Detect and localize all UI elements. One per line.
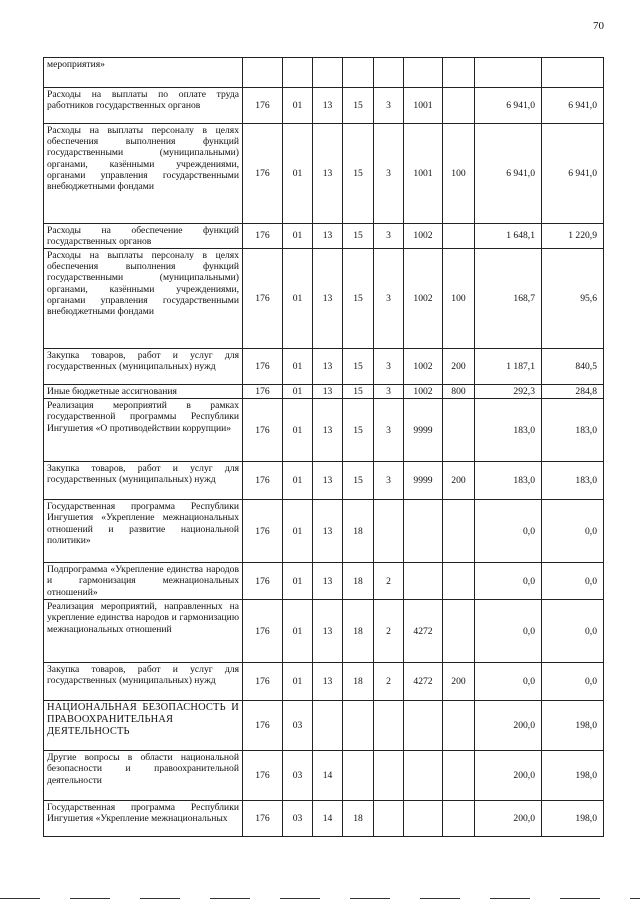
table-row [44, 801, 604, 837]
table-row [44, 462, 604, 500]
cell-ved-code: 176 [243, 399, 283, 462]
cell-subsection-code: 13 [313, 663, 343, 701]
cell-section-code: 01 [283, 600, 313, 663]
cell-expense-type-code [443, 88, 475, 124]
cell-direction-code [404, 751, 443, 801]
cell-subprogram-code: 2 [374, 600, 404, 663]
cell-amount-planned: 6 941,0 [475, 88, 542, 124]
cell-amount-planned: 183,0 [475, 462, 542, 500]
cell-direction-code: 9999 [404, 399, 443, 462]
cell-subprogram-code: 3 [374, 462, 404, 500]
cell-expense-name: Подпрограмма «Укрепление единства народов и гармонизация межнациональных отношений» [44, 563, 243, 600]
cell-direction-code [404, 58, 443, 88]
table-row [44, 58, 604, 88]
cell-ved-code: 176 [243, 600, 283, 663]
cell-section-code: 01 [283, 462, 313, 500]
cell-ved-code: 176 [243, 701, 283, 751]
table-row [44, 751, 604, 801]
cell-expense-type-code [443, 600, 475, 663]
cell-program-code [343, 58, 374, 88]
cell-expense-name: Расходы на обеспечение функций государственных органов [44, 224, 243, 249]
table-row [44, 701, 604, 751]
cell-expense-name: Реализация мероприятий, направленных на укрепление единства народов и гармонизацию межнациональных отношений [44, 600, 243, 663]
cell-direction-code: 1001 [404, 88, 443, 124]
cell-amount-planned: 292,3 [475, 385, 542, 399]
cell-amount-executed: 0,0 [542, 563, 604, 600]
cell-program-code: 18 [343, 500, 374, 563]
cell-amount-planned [475, 58, 542, 88]
cell-amount-executed: 198,0 [542, 701, 604, 751]
cell-amount-executed: 183,0 [542, 462, 604, 500]
table-row [44, 600, 604, 663]
cell-program-code [343, 751, 374, 801]
cell-section-code: 01 [283, 224, 313, 249]
cell-amount-planned: 1 187,1 [475, 349, 542, 385]
cell-expense-type-code: 800 [443, 385, 475, 399]
cell-subprogram-code [374, 751, 404, 801]
cell-amount-executed: 198,0 [542, 801, 604, 837]
cell-expense-name: Закупка товаров, работ и услуг для государственных (муниципальных) нужд [44, 462, 243, 500]
cell-section-code: 01 [283, 663, 313, 701]
cell-expense-name: Закупка товаров, работ и услуг для государственных (муниципальных) нужд [44, 663, 243, 701]
cell-expense-name: Расходы на выплаты персоналу в целях обеспечения выполнения функций государственными (муниципальными) органами, казёнными учреждениями, органами управления государственными внебюджетными фондами [44, 124, 243, 224]
cell-direction-code: 1002 [404, 349, 443, 385]
cell-amount-executed: 6 941,0 [542, 88, 604, 124]
cell-ved-code: 176 [243, 385, 283, 399]
cell-direction-code [404, 500, 443, 563]
table-row [44, 349, 604, 385]
cell-expense-name: НАЦИОНАЛЬНАЯ БЕЗОПАСНОСТЬ И ПРАВООХРАНИТЕЛЬНАЯ ДЕЯТЕЛЬНОСТЬ [44, 701, 243, 751]
cell-section-code: 01 [283, 249, 313, 349]
cell-amount-executed: 284,8 [542, 385, 604, 399]
cell-subprogram-code: 3 [374, 124, 404, 224]
cell-direction-code [404, 563, 443, 600]
table-row [44, 124, 604, 224]
table-row [44, 663, 604, 701]
cell-expense-name: Другие вопросы в области национальной безопасности и правоохранительной деятельности [44, 751, 243, 801]
cell-program-code: 15 [343, 399, 374, 462]
cell-subsection-code: 13 [313, 500, 343, 563]
table-row [44, 399, 604, 462]
cell-amount-executed: 0,0 [542, 500, 604, 563]
cell-ved-code: 176 [243, 462, 283, 500]
cell-subsection-code: 13 [313, 385, 343, 399]
cell-subsection-code: 14 [313, 801, 343, 837]
cell-section-code: 01 [283, 563, 313, 600]
cell-section-code: 03 [283, 701, 313, 751]
budget-table [43, 57, 604, 837]
cell-amount-executed: 0,0 [542, 663, 604, 701]
cell-ved-code: 176 [243, 801, 283, 837]
cell-program-code: 15 [343, 88, 374, 124]
cell-ved-code: 176 [243, 563, 283, 600]
budget-table-body [44, 58, 604, 837]
cell-subsection-code: 13 [313, 224, 343, 249]
cell-ved-code: 176 [243, 249, 283, 349]
cell-direction-code: 1001 [404, 124, 443, 224]
table-row [44, 249, 604, 349]
cell-expense-type-code [443, 701, 475, 751]
cell-expense-type-code [443, 224, 475, 249]
cell-subprogram-code: 3 [374, 88, 404, 124]
cell-program-code: 18 [343, 663, 374, 701]
cell-ved-code: 176 [243, 88, 283, 124]
table-row [44, 385, 604, 399]
cell-amount-planned: 168,7 [475, 249, 542, 349]
cell-expense-type-code [443, 801, 475, 837]
cell-subprogram-code [374, 801, 404, 837]
cell-program-code: 15 [343, 385, 374, 399]
cell-subsection-code: 13 [313, 88, 343, 124]
cell-direction-code: 4272 [404, 663, 443, 701]
cell-direction-code [404, 801, 443, 837]
cell-program-code: 18 [343, 801, 374, 837]
cell-section-code [283, 58, 313, 88]
cell-amount-executed: 183,0 [542, 399, 604, 462]
cell-expense-type-code: 200 [443, 663, 475, 701]
cell-amount-planned: 200,0 [475, 801, 542, 837]
cell-subsection-code [313, 701, 343, 751]
cell-expense-name: Государственная программа Республики Ингушетия «Укрепление межнациональных отношений и развитие национальной политики» [44, 500, 243, 563]
cell-program-code: 15 [343, 249, 374, 349]
cell-amount-planned: 0,0 [475, 600, 542, 663]
cell-expense-name: Государственная программа Республики Ингушетия «Укрепление межнациональных [44, 801, 243, 837]
cell-section-code: 01 [283, 88, 313, 124]
cell-amount-executed: 6 941,0 [542, 124, 604, 224]
cell-section-code: 01 [283, 399, 313, 462]
cell-ved-code: 176 [243, 224, 283, 249]
cell-section-code: 03 [283, 751, 313, 801]
page-number: 70 [593, 20, 604, 32]
cell-program-code [343, 701, 374, 751]
cell-expense-type-code [443, 58, 475, 88]
cell-program-code: 15 [343, 224, 374, 249]
cell-expense-type-code [443, 751, 475, 801]
cell-expense-name: Реализация мероприятий в рамках государственной программы Республики Ингушетия «О противодействии коррупции» [44, 399, 243, 462]
page-bottom-rule [0, 898, 640, 899]
table-row [44, 563, 604, 600]
cell-expense-name: Закупка товаров, работ и услуг для государственных (муниципальных) нужд [44, 349, 243, 385]
cell-amount-planned: 200,0 [475, 751, 542, 801]
cell-amount-planned: 6 941,0 [475, 124, 542, 224]
cell-amount-planned: 183,0 [475, 399, 542, 462]
cell-expense-type-code: 200 [443, 462, 475, 500]
cell-amount-planned: 1 648,1 [475, 224, 542, 249]
cell-subprogram-code: 3 [374, 224, 404, 249]
table-row [44, 224, 604, 249]
table-row [44, 88, 604, 124]
cell-direction-code: 4272 [404, 600, 443, 663]
cell-ved-code: 176 [243, 124, 283, 224]
cell-expense-name: Расходы на выплаты по оплате труда работников государственных органов [44, 88, 243, 124]
table-row [44, 500, 604, 563]
cell-subprogram-code: 3 [374, 349, 404, 385]
cell-program-code: 15 [343, 462, 374, 500]
cell-subprogram-code: 2 [374, 663, 404, 701]
cell-subprogram-code: 3 [374, 399, 404, 462]
cell-section-code: 01 [283, 349, 313, 385]
cell-ved-code: 176 [243, 663, 283, 701]
cell-ved-code [243, 58, 283, 88]
cell-section-code: 03 [283, 801, 313, 837]
cell-amount-executed [542, 58, 604, 88]
cell-subprogram-code: 2 [374, 563, 404, 600]
cell-amount-executed: 840,5 [542, 349, 604, 385]
cell-expense-type-code: 200 [443, 349, 475, 385]
cell-subsection-code: 13 [313, 249, 343, 349]
cell-program-code: 15 [343, 349, 374, 385]
cell-amount-planned: 200,0 [475, 701, 542, 751]
cell-subprogram-code [374, 701, 404, 751]
cell-ved-code: 176 [243, 751, 283, 801]
cell-expense-type-code [443, 500, 475, 563]
cell-subsection-code: 13 [313, 349, 343, 385]
cell-amount-planned: 0,0 [475, 663, 542, 701]
cell-amount-executed: 1 220,9 [542, 224, 604, 249]
cell-amount-planned: 0,0 [475, 500, 542, 563]
cell-amount-planned: 0,0 [475, 563, 542, 600]
cell-subprogram-code [374, 500, 404, 563]
cell-program-code: 18 [343, 563, 374, 600]
cell-subprogram-code [374, 58, 404, 88]
cell-subprogram-code: 3 [374, 249, 404, 349]
cell-amount-executed: 95,6 [542, 249, 604, 349]
cell-direction-code [404, 701, 443, 751]
cell-direction-code: 1002 [404, 224, 443, 249]
cell-subsection-code: 13 [313, 124, 343, 224]
cell-amount-executed: 198,0 [542, 751, 604, 801]
cell-program-code: 18 [343, 600, 374, 663]
cell-subprogram-code: 3 [374, 385, 404, 399]
cell-subsection-code [313, 58, 343, 88]
cell-expense-name: мероприятия» [44, 58, 243, 88]
cell-direction-code: 1002 [404, 385, 443, 399]
cell-program-code: 15 [343, 124, 374, 224]
cell-ved-code: 176 [243, 500, 283, 563]
cell-subsection-code: 14 [313, 751, 343, 801]
cell-direction-code: 9999 [404, 462, 443, 500]
cell-expense-type-code: 100 [443, 124, 475, 224]
cell-subsection-code: 13 [313, 563, 343, 600]
cell-section-code: 01 [283, 124, 313, 224]
cell-expense-type-code: 100 [443, 249, 475, 349]
cell-section-code: 01 [283, 385, 313, 399]
cell-ved-code: 176 [243, 349, 283, 385]
cell-expense-type-code [443, 399, 475, 462]
cell-expense-type-code [443, 563, 475, 600]
cell-direction-code: 1002 [404, 249, 443, 349]
cell-subsection-code: 13 [313, 600, 343, 663]
cell-subsection-code: 13 [313, 399, 343, 462]
cell-subsection-code: 13 [313, 462, 343, 500]
cell-section-code: 01 [283, 500, 313, 563]
cell-expense-name: Иные бюджетные ассигнования [44, 385, 243, 399]
cell-expense-name: Расходы на выплаты персоналу в целях обеспечения выполнения функций государственными (муниципальными) органами, казёнными учреждениями, органами управления государственными внебюджетными фондами [44, 249, 243, 349]
cell-amount-executed: 0,0 [542, 600, 604, 663]
